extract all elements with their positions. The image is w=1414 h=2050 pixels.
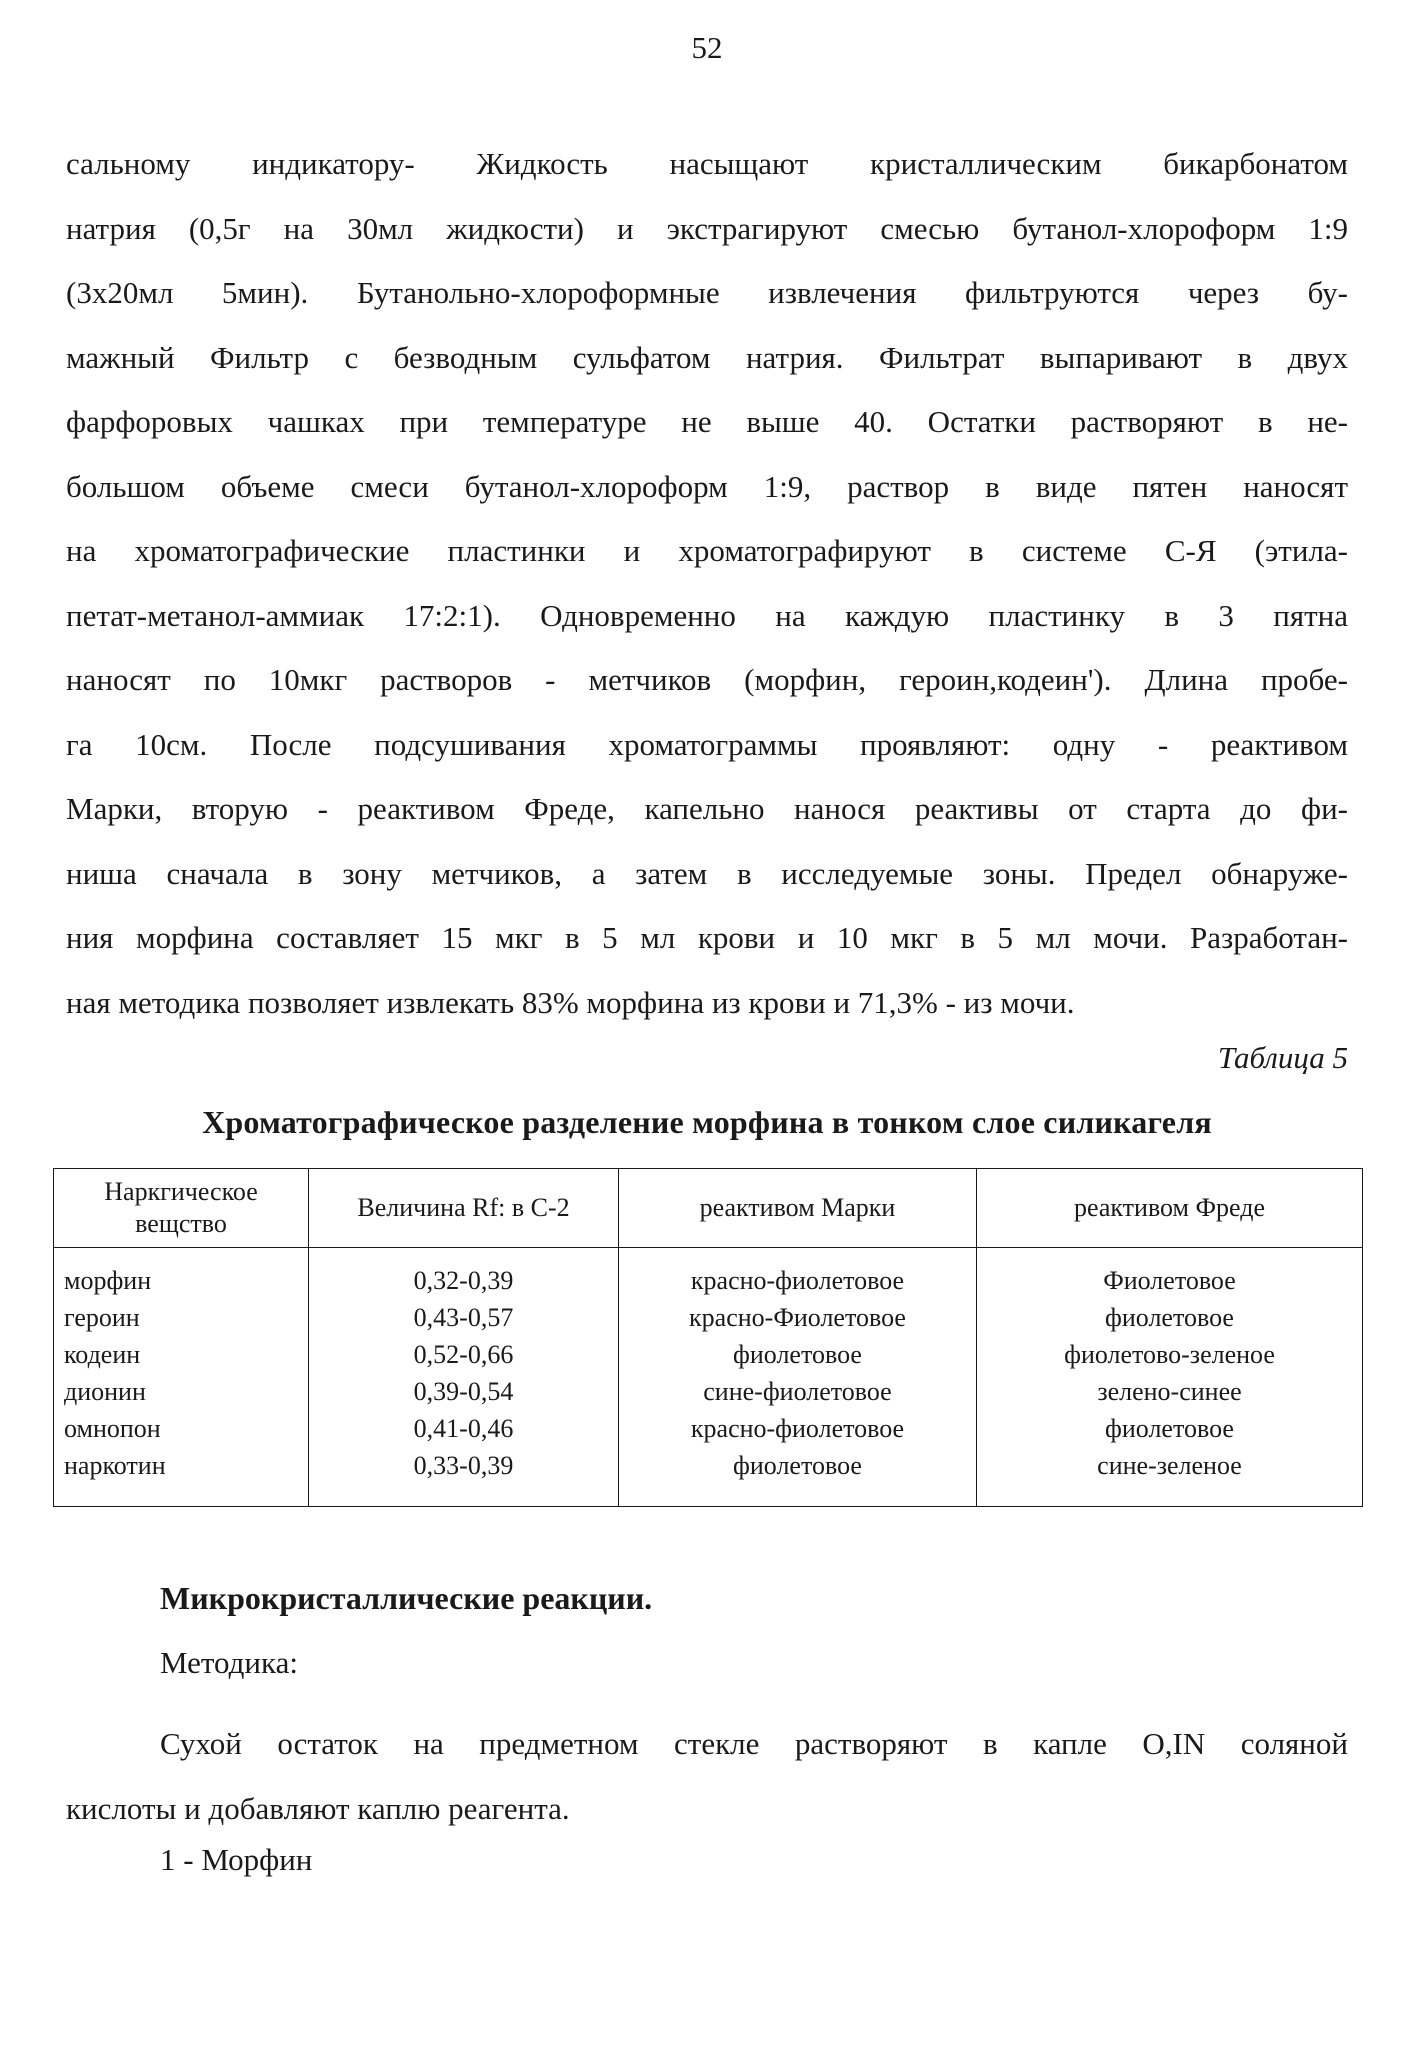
item-label: 1 - Морфин <box>160 1842 313 1877</box>
table-title: Хроматографическое разделение морфина в тонком слое силикагеля <box>202 1104 1212 1140</box>
table-header-row <box>54 1169 1363 1248</box>
body-line: большом объеме смеси бутанол-хлороформ 1:9, раствор в виде пятен наносят <box>66 468 1348 504</box>
cell-frede: фиолетовое <box>977 1299 1363 1336</box>
cell-substance: омнопон <box>54 1410 309 1447</box>
method-label: Методика: <box>160 1645 298 1680</box>
chromatography-table <box>53 1168 1363 1507</box>
table-row <box>54 1248 1363 1300</box>
body-line: ниша сначала в зону метчиков, а затем в исследуемые зоны. Предел обнаруже- <box>66 855 1348 891</box>
body-line: ная методика позволяет извлекать 83% морфина из крови и 71,3% - из мочи. <box>66 984 1075 1020</box>
cell-rf: 0,39-0,54 <box>309 1373 619 1410</box>
page-number: 52 <box>691 30 723 65</box>
cell-frede: фиолетово-зеленое <box>977 1336 1363 1373</box>
table-row <box>54 1373 1363 1410</box>
cell-substance: наркотин <box>54 1447 309 1507</box>
method-line: кислоты и добавляют каплю реагента. <box>66 1790 570 1826</box>
cell-rf: 0,33-0,39 <box>309 1447 619 1507</box>
header-rf: Величина Rf: в С-2 <box>309 1169 619 1248</box>
body-paragraph <box>66 132 1348 1035</box>
cell-rf: 0,41-0,46 <box>309 1410 619 1447</box>
body-line: на хроматографические пластинки и хроматографируют в системе С-Я (этила- <box>66 533 1348 568</box>
table-row <box>54 1299 1363 1336</box>
cell-marquis: фиолетовое <box>619 1336 977 1373</box>
table-row <box>54 1410 1363 1447</box>
cell-marquis: фиолетовое <box>619 1447 977 1507</box>
cell-rf: 0,52-0,66 <box>309 1336 619 1373</box>
body-line: Марки, вторую - реактивом Фреде, капельно нанося реактивы от старта до фи- <box>66 791 1348 826</box>
body-line: ния морфина составляет 15 мкг в 5 мл крови и 10 мкг в 5 мл мочи. Разработан- <box>66 920 1348 955</box>
body-line: мажный Фильтр с безводным сульфатом натрия. Фильтрат выпаривают в двух <box>66 339 1348 375</box>
header-marquis: реактивом Марки <box>619 1169 977 1248</box>
cell-substance: героин <box>54 1299 309 1336</box>
body-line: фарфоровых чашках при температуре не выше 40. Остатки растворяют в не- <box>66 404 1348 439</box>
method-line: Сухой остаток на предметном стекле растворяют в капле O,IN соляной <box>160 1726 1348 1761</box>
cell-frede: зелено-синее <box>977 1373 1363 1410</box>
body-line: натрия (0,5г на 30мл жидкости) и экстрагируют смесью бутанол-хлороформ 1:9 <box>66 210 1348 246</box>
cell-rf: 0,32-0,39 <box>309 1248 619 1300</box>
cell-marquis: сине-фиолетовое <box>619 1373 977 1410</box>
cell-marquis: красно-фиолетовое <box>619 1248 977 1300</box>
cell-frede: фиолетовое <box>977 1410 1363 1447</box>
cell-marquis: красно-Фиолетовое <box>619 1299 977 1336</box>
body-line: (3х20мл 5мин). Бутанольно-хлороформные извлечения фильтруются через бу- <box>66 275 1348 310</box>
body-line: наносят по 10мкг растворов - метчиков (морфин, героин,кодеин'). Длина пробе- <box>66 662 1348 697</box>
cell-substance: кодеин <box>54 1336 309 1373</box>
header-substance: Наркгическое вещство <box>54 1169 309 1248</box>
table-row <box>54 1336 1363 1373</box>
cell-frede: сине-зеленое <box>977 1447 1363 1507</box>
cell-frede: Фиолетовое <box>977 1248 1363 1300</box>
table-caption: Таблица 5 <box>1217 1040 1348 1075</box>
cell-marquis: красно-фиолетовое <box>619 1410 977 1447</box>
header-frede: реактивом Фреде <box>977 1169 1363 1248</box>
cell-substance: дионин <box>54 1373 309 1410</box>
cell-rf: 0,43-0,57 <box>309 1299 619 1336</box>
body-line: сальному индикатору- Жидкость насыщают кристаллическим бикарбонатом <box>66 146 1348 181</box>
section-heading: Микрокристаллические реакции. <box>160 1580 653 1616</box>
table-row <box>54 1447 1363 1507</box>
body-line: петат-метанол-аммиак 17:2:1). Одновременно на каждую пластинку в 3 пятна <box>66 597 1348 633</box>
method-paragraph <box>66 1712 1348 1841</box>
body-line: га 10см. После подсушивания хроматограммы проявляют: одну - реактивом <box>66 726 1348 762</box>
cell-substance: морфин <box>54 1248 309 1300</box>
